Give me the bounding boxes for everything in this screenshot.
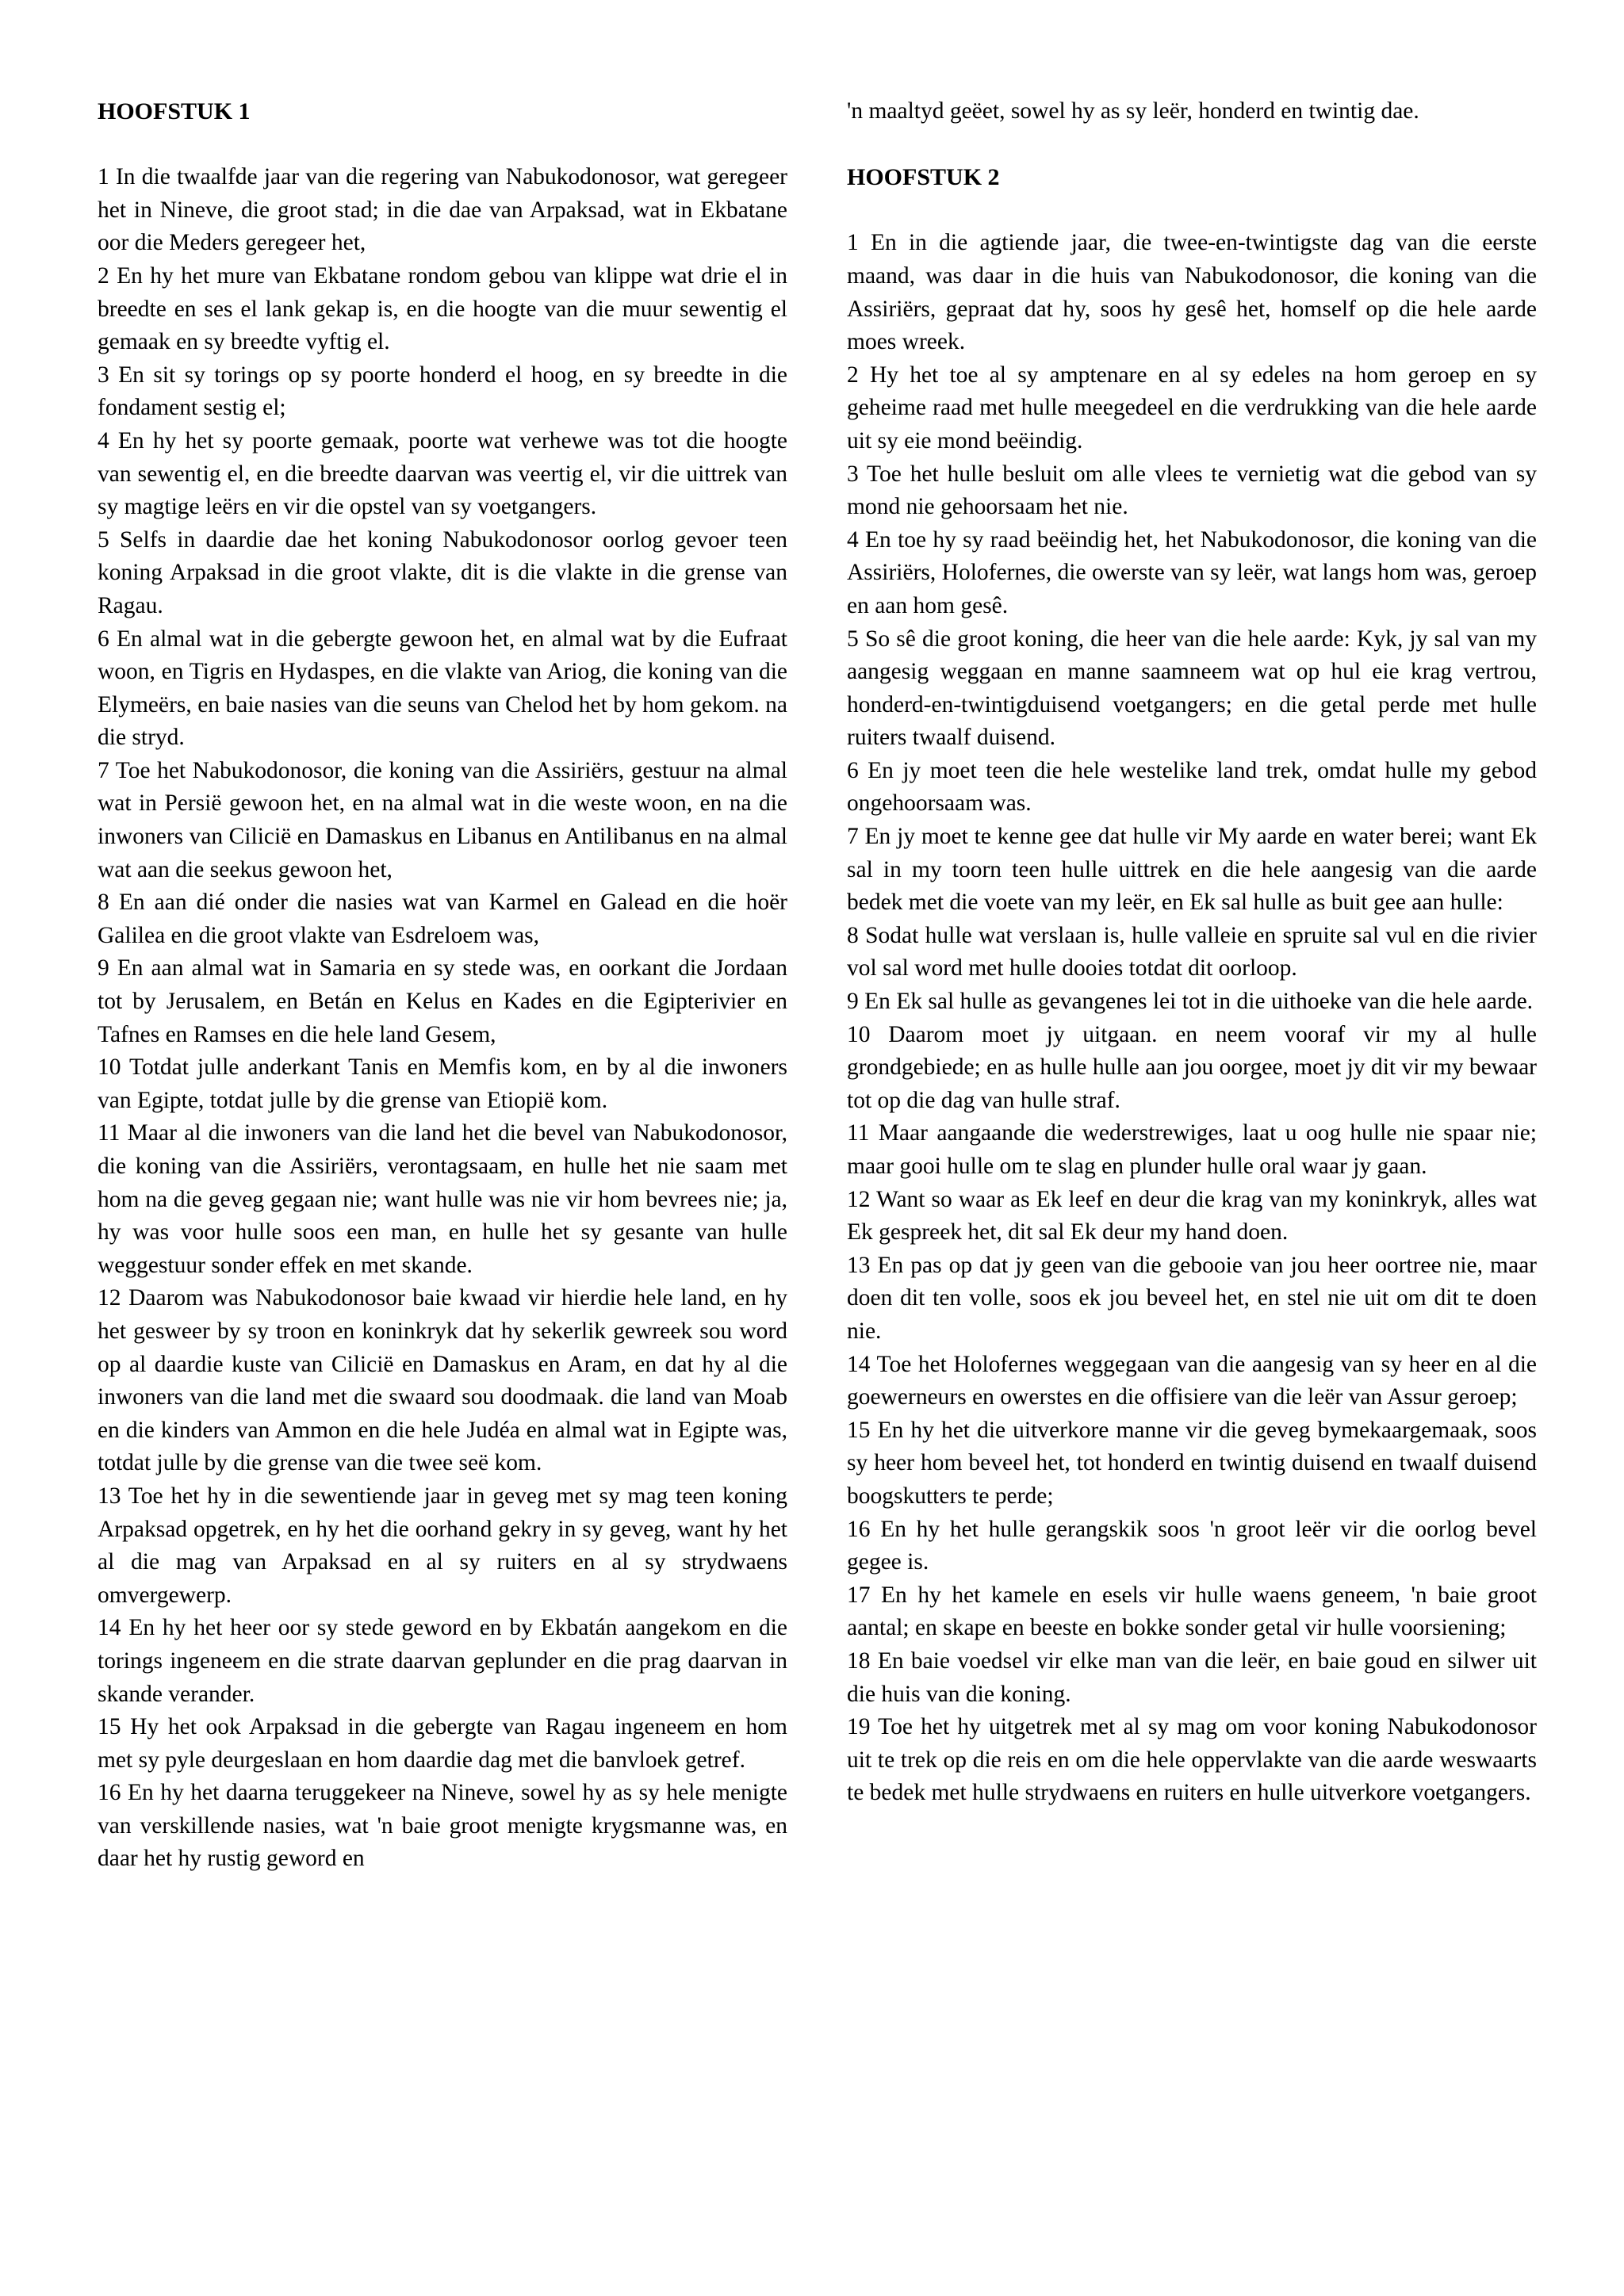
verse: 18 En baie voedsel vir elke man van die leër, en baie goud en silwer uit die huis van die koning. [847, 1647, 1537, 1707]
section-spacer [847, 194, 1537, 228]
verse: 14 En hy het heer oor sy stede geword en by Ekbatán aangekom en die torings ingeneem en die strate daarvan geplunder en die prag daarvan in skande verander. [98, 1615, 787, 1707]
verse: 15 En hy het die uitverkore manne vir die geveg bymekaargemaak, soos sy heer hom beveel het, tot honderd en twintig duisend en twaalf duisend boogskutters te perde; [847, 1417, 1537, 1509]
right-column [847, 95, 1537, 1810]
verse: 8 En aan dié onder die nasies wat van Karmel en Galead en die hoër Galilea en die groot vlakte van Esdreloem was, [98, 890, 787, 948]
verse: 10 Daarom moet jy uitgaan. en neem vooraf vir my al hulle grondgebiede; en as hulle hulle aan jou oorgee, moet jy dit vir my bewaar tot op die dag van hulle straf. [847, 1021, 1537, 1113]
verse: 13 Toe het hy in die sewentiende jaar in geveg met sy mag teen koning Arpaksad opgetrek, en hy het die oorhand gekry in sy geveg, want hy het al die mag van Arpaksad en al sy ruiters en al sy strydwaens omvergewerp. [98, 1483, 787, 1608]
section-spacer [847, 128, 1537, 162]
verse: 'n maaltyd geëet, sowel hy as sy leër, honderd en twintig dae. [847, 98, 1419, 124]
verse: 11 Maar aangaande die wederstrewiges, laat u oog hulle nie spaar nie; maar gooi hulle om te slag en plunder hulle oral waar jy gaan. [847, 1120, 1537, 1179]
chapter-heading: HOOFSTUK 1 [98, 98, 251, 124]
verse: 1 En in die agtiende jaar, die twee-en-twintigste dag van die eerste maand, was daar in die huis van Nabukodonosor, die koning van die Assiriërs, gepraat dat hy, soos hy gesê het, homself op die hele aarde moes wreek. [847, 230, 1537, 355]
verse: 4 En hy het sy poorte gemaak, poorte wat verhewe was tot die hoogte van sewentig el, en die breedte daarvan was veertig el, vir die uittrek van sy magtige leërs en vir die opstel van sy voetgangers. [98, 427, 787, 520]
verse: 4 En toe hy sy raad beëindig het, het Nabukodonosor, die koning van die Assiriërs, Holofernes, die owerste van sy leër, wat langs hom was, geroep en aan hom gesê. [847, 526, 1537, 618]
verse: 6 En jy moet teen die hele westelike land trek, omdat hulle my gebod ongehoorsaam was. [847, 757, 1537, 817]
verse: 12 Daarom was Nabukodonosor baie kwaad vir hierdie hele land, en hy het gesweer by sy troon en koninkryk dat hy sekerlik gewreek sou word op al daardie kuste van Cilicië en Damaskus en Aram, en dat hy al die inwoners van die land met die swaard sou doodmaak. die land van Moab en die kinders van Ammon en die hele Judéa en almal wat in Egipte was, totdat julle by die grense van die twee seë kom. [98, 1285, 787, 1476]
verse: 15 Hy het ook Arpaksad in die gebergte van Ragau ingeneem en hom met sy pyle deurgeslaan en hom daardie dag met die banvloek getref. [98, 1714, 787, 1773]
verse: 6 En almal wat in die gebergte gewoon het, en almal wat by die Eufraat woon, en Tigris en Hydaspes, en die vlakte van Ariog, die koning van die Elymeërs, en baie nasies van die seuns van Chelod het by hom gekom. na die stryd. [98, 626, 787, 751]
verse: 7 Toe het Nabukodonosor, die koning van die Assiriërs, gestuur na almal wat in Persië gewoon het, en na almal wat in die weste woon, en na die inwoners van Cilicië en Damaskus en Libanus en Antilibanus en na almal wat aan die seekus gewoon het, [98, 757, 787, 882]
verse: 7 En jy moet te kenne gee dat hulle vir My aarde en water berei; want Ek sal in my toorn teen hulle uittrek en die hele aangesig van die aarde bedek met die voete van my leër, en Ek sal hulle as buit gee aan hulle: [847, 824, 1537, 916]
verse: 2 En hy het mure van Ekbatane rondom gebou van klippe wat drie el in breedte en ses el lank gekap is, en die hoogte van die muur sewentig el gemaak en sy breedte vyftig el. [98, 262, 787, 355]
verse: 9 En Ek sal hulle as gevangenes lei tot in die uithoeke van die hele aarde. [847, 989, 1534, 1015]
verse: 12 Want so waar as Ek leef en deur die krag van my koninkryk, alles wat Ek gespreek het, dit sal Ek deur my hand doen. [847, 1186, 1537, 1246]
verse: 9 En aan almal wat in Samaria en sy stede was, en oorkant die Jordaan tot by Jerusalem, en Betán en Kelus en Kades en die Egipterivier en Tafnes en Ramses en die hele land Gesem, [98, 955, 787, 1047]
verse: 5 Selfs in daardie dae het koning Nabukodonosor oorlog gevoer teen koning Arpaksad in die groot vlakte, dit is die vlakte in die grense van Ragau. [98, 526, 787, 618]
verse: 13 En pas op dat jy geen van die gebooie van jou heer oortree nie, maar doen dit ten volle, soos ek jou beveel het, en stel nie uit om dit te doen nie. [847, 1252, 1537, 1344]
verse: 2 Hy het toe al sy amptenare en al sy edeles na hom geroep en sy geheime raad met hulle meegedeel en die verdrukking van die hele aarde uit sy eie mond beëindig. [847, 362, 1537, 453]
verse: 17 En hy het kamele en esels vir hulle waens geneem, 'n baie groot aantal; en skape en beeste en bokke sonder getal vir hulle voorsiening; [847, 1582, 1537, 1641]
verse: 16 En hy het daarna teruggekeer na Nineve, sowel hy as sy hele menigte van verskillende nasies, wat 'n baie groot menigte krygsmanne was, en daar het hy rustig geword en [98, 1780, 787, 1872]
verse: 3 Toe het hulle besluit om alle vlees te vernietig wat die gebod van sy mond nie gehoorsaam het nie. [847, 461, 1537, 520]
chapter-heading: HOOFSTUK 2 [847, 164, 1000, 191]
verse: 1 In die twaalfde jaar van die regering van Nabukodonosor, wat geregeer het in Nineve, die groot stad; in die dae van Arpaksad, wat in Ekbatane oor die Meders geregeer het, [98, 164, 787, 256]
section-spacer [98, 128, 787, 162]
verse: 10 Totdat julle anderkant Tanis en Memfis kom, en by al die inwoners van Egipte, totdat julle by die grense van Etiopië kom. [98, 1054, 787, 1113]
verse: 16 En hy het hulle gerangskik soos 'n groot leër vir die oorlog bevel gegee is. [847, 1516, 1537, 1575]
verse: 19 Toe het hy uitgetrek met al sy mag om voor koning Nabukodonosor uit te trek op die reis en om die hele oppervlakte van die aarde weswaarts te bedek met hulle strydwaens en ruiters en hulle uitverkore voetgangers. [847, 1714, 1537, 1806]
verse: 3 En sit sy torings op sy poorte honderd el hoog, en sy breedte in die fondament sestig el; [98, 362, 787, 421]
verse: 5 So sê die groot koning, die heer van die hele aarde: Kyk, jy sal van my aangesig weggaan en manne saamneem wat op hul eie krag vertrou, honderd-en-twintigduisend voetgangers; en die getal perde met hulle ruiters twaalf duisend. [847, 626, 1537, 751]
verse: 8 Sodat hulle wat verslaan is, hulle valleie en spruite sal vul en die rivier vol sal word met hulle dooies totdat dit oorloop. [847, 922, 1537, 982]
verse: 14 Toe het Holofernes weggegaan van die aangesig van sy heer en al die goewerneurs en owerstes en die offisiere van die leër van Assur geroep; [847, 1351, 1537, 1410]
left-column [98, 95, 787, 1876]
verse: 11 Maar al die inwoners van die land het die bevel van Nabukodonosor, die koning van die Assiriërs, verontagsaam, en hulle het nie saam met hom na die geveg gegaan nie; want hulle was nie vir hom bevrees nie; ja, hy was voor hulle soos een man, en hulle het sy gesante van hulle weggestuur sonder effek en met skande. [98, 1120, 787, 1278]
